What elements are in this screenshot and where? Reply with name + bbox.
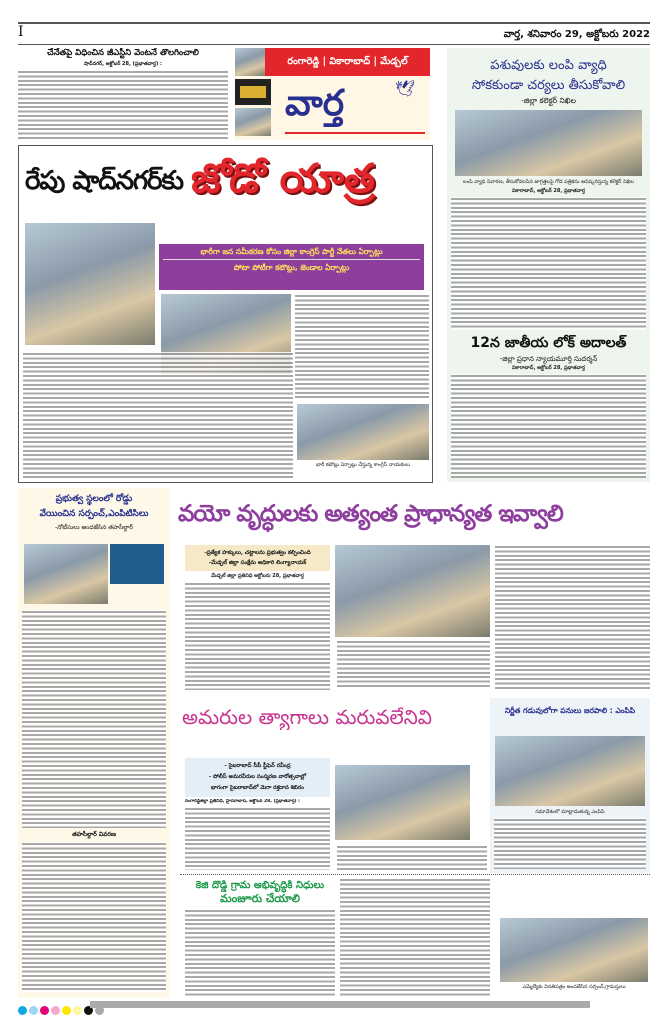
lumpy-article [447, 48, 650, 482]
kgdoddi-article [185, 879, 335, 998]
byline: షాద్‌నగర్, అక్టోబర్ 28, (ప్రభాతవార్త) : [84, 61, 162, 67]
adalat-sub: -జిల్లా ప్రధాన న్యాయమూర్తి సుదర్శన్ [499, 355, 598, 363]
dateline: వార్త, శనివారం 29, అక్టోబరు 2022 [503, 29, 650, 40]
byline: వికారాబాద్, అక్టోబర్ 28, ప్రభాతవార్త [511, 365, 586, 371]
headline-kgdoddi-2: మంజూరు చేయాలి [220, 892, 300, 905]
photo-blood-camp [335, 765, 470, 840]
point: భారీగా జన సమీకరణ కోసం జిల్లా కాంగ్రెస్ పార్టీ నేతలు ఏర్పాట్లు [163, 247, 420, 260]
caption: లంపి వ్యాధి నివారణ, తీసుకోవలసిన జాగ్రత్తలపై గోడ పత్రికను ఆవిష్కరిస్తున్న కలెక్టర్ నిఖిల [463, 179, 634, 185]
top-rule [18, 22, 650, 24]
point: -మేడ్చల్ జిల్లా సంక్షేమ అధికారి లింగ్యానాయక్ [208, 560, 307, 566]
print-color-bar [18, 1000, 650, 1010]
article-body [340, 878, 490, 998]
article-body [451, 374, 646, 478]
caption: ఎమ్మెల్యేకు వినతిపత్రం అందజేసిన సర్పంచ్,గ్రామస్తులు [522, 984, 626, 990]
photo-collector [455, 110, 642, 176]
headline-elders: వయో వృద్ధులకు అత్యంత ప్రాధాన్యత ఇవ్వాలి [178, 501, 563, 527]
header-rule [18, 44, 650, 45]
headline-black: రేపు షాద్‌నగర్‌కు [25, 166, 183, 196]
lead-story [18, 145, 433, 483]
road-sub: -నోటీసులు అందజేసిన తహసీల్దార్ [54, 524, 134, 531]
photo-road [25, 223, 155, 345]
dove-icon: 🕊 [395, 79, 416, 98]
divider [180, 874, 650, 875]
article-body [337, 845, 487, 870]
point: - సైబరాబాద్ సీపీ స్టీఫెన్ రవీంద్ర [224, 763, 291, 769]
headline-road-1: ప్రభుత్వ స్థలంలో రోడ్డు [55, 494, 133, 504]
article-body [18, 70, 228, 140]
article-body [494, 818, 646, 869]
headline-mpp: నిర్ణీత గడువులోగా పనులు జరపాలి : ఎంపిపి [504, 706, 636, 715]
article-body [495, 545, 650, 690]
caption: భారీ కటౌట్లు ఏర్పాట్లు చేస్తున్న కాంగ్రెస్ నాయకులు [316, 462, 410, 468]
headline-red: జోడో యాత్ర [190, 156, 376, 202]
point: పోటా పోటీగా కటౌట్లు, జెండాల ఏర్పాట్లు [233, 263, 350, 272]
byline: వికారాబాద్, అక్టోబర్ 28, ప్రభాతవార్త [511, 188, 586, 194]
article-body [22, 610, 166, 828]
key-points [159, 244, 424, 290]
headline-gst: చేనేతపై విధించిన జీఎస్టీని వెంటనే తొలగించాలి [47, 48, 199, 58]
article-body [451, 197, 646, 330]
photo-villagers [500, 918, 648, 982]
logo: వార్త [285, 83, 345, 124]
byline: మేడ్చల్ జిల్లా ప్రతినిధి అక్టోబరు 28, ప్రభాతవార్త [211, 573, 304, 579]
caption: సమావేశంలో మాట్లాడుతున్న ఎంపిపి [535, 809, 605, 815]
photo-cutouts [297, 404, 429, 460]
headline-lumpy-2: సోకకుండా చర్యలు తీసుకోవాలి [471, 78, 626, 93]
article-body [337, 640, 490, 688]
mpp-article [490, 698, 650, 873]
article-body [185, 909, 335, 998]
headline-adalat: 12న జాతీయ లోక్ అదాలత్ [470, 335, 627, 351]
point: భాగంగా సైబరాబాద్‌లో మెగా రక్తదాన శిబిరం [211, 785, 304, 791]
page-marker: I [18, 24, 24, 40]
photo-signboard [110, 544, 164, 584]
masthead [235, 48, 430, 140]
article-body [185, 582, 330, 690]
headline-lumpy-1: పశువులకు లంపి వ్యాధి [490, 58, 607, 73]
road-article [18, 488, 170, 998]
article-body [23, 352, 293, 478]
byline: రంగారెడ్డిజిల్లా ప్రతినిధి, హైదరాబాద్, అక్టోబర్ 28, (ప్రభాతవార్త) : [185, 799, 300, 804]
point: -ప్రత్యేక హక్కులు, చట్టాలను ప్రభుత్వం కల్పించింది [204, 550, 311, 556]
martyrs-text [185, 758, 330, 870]
lumpy-sub: -జిల్లా కలెక్టర్ నిఖిల [521, 96, 576, 105]
district-banner: రంగారెడ్డి | వికారాబాద్ | మేడ్చల్ [265, 48, 430, 76]
martyrs-points [185, 758, 330, 797]
headline-road-2: వేయించిన సర్పంచ్,ఎంపిటిసిలు [39, 509, 149, 519]
article-body [295, 294, 429, 398]
elders-points [185, 545, 330, 571]
article-body [22, 842, 166, 992]
photo-elders [335, 545, 490, 637]
headline-martyrs: అమరుల త్యాగాలు మరువలేనివి [182, 705, 432, 729]
elders-text [185, 545, 330, 690]
lead-headline [25, 150, 428, 218]
article-body [185, 807, 330, 870]
photo-road [24, 544, 108, 604]
photo-meeting [495, 736, 645, 806]
headline-kgdoddi-1: కెజి దొడ్డి గ్రామ అభివృద్ధికి నిధులు [195, 880, 325, 891]
subhead: తహసీల్దార్ వివరణ [72, 831, 116, 838]
gst-article [18, 48, 228, 140]
point: - పోలీస్ అమరవీరుల సంస్మరణ వారోత్సవాల్లో [208, 774, 307, 780]
